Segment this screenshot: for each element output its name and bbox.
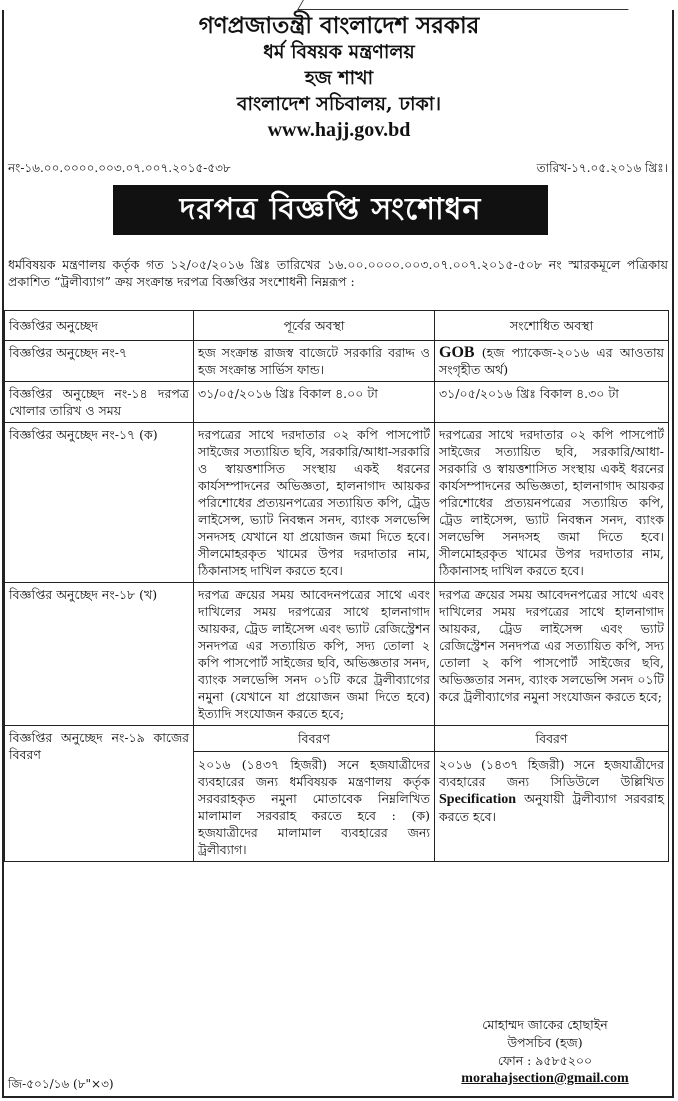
ad-code: জি-৫০১/১৬ (৮"×৩) bbox=[8, 1077, 114, 1091]
website: www.hajj.gov.bd bbox=[267, 119, 411, 141]
row-before: ৩১/০৫/২০১৬ খ্রিঃ বিকাল ৪.০০ টা bbox=[194, 382, 435, 423]
ministry-name: ধর্ম বিষয়ক মন্ত্রণালয় bbox=[263, 41, 415, 63]
gob-text: GOB bbox=[439, 344, 475, 361]
signatory-name: মোহাম্মদ জাকের হোছাইন bbox=[482, 1017, 608, 1032]
column-header-paragraph: বিজ্ঞপ্তির অনুচ্ছেদ bbox=[5, 311, 194, 341]
amendment-table bbox=[4, 310, 669, 862]
row-after: ৩১/০৫/২০১৬ খ্রিঃ বিকাল ৪.৩০ টা bbox=[435, 382, 669, 423]
signature-block bbox=[420, 1016, 670, 1088]
row-after-text: (হজ প্যাকেজ-২০১৬ এর আওতায় সংগৃহীত অর্থ) bbox=[439, 345, 664, 377]
after-description-pre: ২০১৬ (১৪৩৭ হিজরী) সনে হজযাত্রীদের ব্যবহারের জন্য সিডিউলে উল্লিখিত bbox=[439, 757, 664, 789]
office-address: বাংলাদেশ সচিবালয়, ঢাকা। bbox=[236, 93, 442, 115]
row-paragraph: বিজ্ঞপ্তির অনুচ্ছেদ নং-৭ bbox=[5, 341, 194, 382]
row-after: দরপত্র ক্রয়ের সময় আবেদনপত্রের সাথে এবং দাখিলের সময় দরপত্রের সাথে হালনাগাদ আয়কর, ট্রেড লাইসেন্স এবং ভ্যাট রেজিস্ট্রেশন সনদপত্র এর সত্যায়িত কপি, সদ্য তোলা ২ কপি পাসপোর্ট সাইজের ছবি, অভিজ্ঞতার সনদ, ব্যাংক সলভেন্সি সনদ ০১টি করে ট্রলীব্যাগের নমুনা সংযোজন করতে হবে; bbox=[435, 583, 669, 726]
row-after: দরপত্রের সাথে দরদাতার ০২ কপি পাসপোর্ট সাইজের সত্যায়িত ছবি, সরকারি/আধা-সরকারি ও স্বায়ত্তশাসিত সংস্থায় একই ধরনের কার্যসম্পাদনের অভিজ্ঞতা, হালনাগাদ আয়কর পরিশোধের প্রত্যয়নপত্রের সত্যায়িত কপি, ট্রেড লাইসেন্স, ভ্যাট নিবন্ধন সনদ, ব্যাংক সলভেন্সি সনদসহ জমা দিতে হবে। সীলমোহরকৃত খামের উপর দরদাতার নাম, ঠিকানাসহ দাখিল করতে হবে। bbox=[435, 423, 669, 583]
after-description-post: অনুযায়ী ট্রলীব্যাগ সরবরাহ করতে হবে। bbox=[439, 791, 664, 824]
signatory-email: morahajsection@gmail.com bbox=[461, 1071, 629, 1086]
table-row bbox=[5, 341, 669, 382]
row-paragraph: বিজ্ঞপ্তির অনুচ্ছেদ নং-১৭ (ক) bbox=[5, 423, 194, 583]
table-row bbox=[5, 726, 669, 862]
intro-paragraph: ধর্মবিষয়ক মন্ত্রণালয় কর্তৃক গত ১২/০৫/২০১৬ খ্রিঃ তারিখের ১৬.০০.০০০০.০০৩.০৭.০০৭.২০১৫-৫০৮ নং স্মারকমূলে পত্রিকায় প্রকাশিত “ট্রলীব্যাগ” ক্রয় সংক্রান্ত দরপত্র বিজ্ঞপ্তির সংশোধনী নিম্নরূপ : bbox=[8, 257, 668, 289]
table-row bbox=[5, 423, 669, 583]
row-before: হজ সংক্রান্ত রাজস্ব বাজেটে সরকারি বরাদ্দ ও হজ সংক্রান্ত সার্ভিস ফান্ড। bbox=[194, 341, 435, 382]
after-description bbox=[439, 756, 664, 825]
letterhead bbox=[0, 12, 678, 140]
before-subheading: বিবরণ bbox=[194, 726, 434, 752]
row-paragraph: বিজ্ঞপ্তির অনুচ্ছেদ নং-১৯ কাজের বিবরণ bbox=[5, 726, 194, 862]
row-before: দরপত্রের সাথে দরদাতার ০২ কপি পাসপোর্ট সাইজের সত্যায়িত ছবি, সরকারি/আধা-সরকারি ও স্বায়ত্তশাসিত সংস্থায় একই ধরনের কার্যসম্পাদনের অভিজ্ঞতা, হালনাগাদ আয়কর পরিশোধের প্রত্যয়নপত্রের সত্যায়িত কপি, ট্রেড লাইসেন্স, ভ্যাট নিবন্ধন সনদ, ব্যাংক সলভেন্সি সনদসহ যেখানে যা প্রয়োজন জমা দিতে হবে। সীলমোহরকৃত খামের উপর দরদাতার নাম, ঠিকানাসহ দাখিল করতে হবে। bbox=[194, 423, 435, 583]
row-before bbox=[194, 726, 435, 862]
table-row bbox=[5, 583, 669, 726]
row-after bbox=[435, 726, 669, 862]
column-header-before: পূর্বের অবস্থা bbox=[194, 311, 435, 341]
table-row bbox=[5, 382, 669, 423]
notice-title: দরপত্র বিজ্ঞপ্তি সংশোধন bbox=[113, 185, 548, 235]
specification-text: Specification bbox=[439, 792, 516, 807]
memo-date: তারিখ-১৭.০৫.২০১৬ খ্রিঃ। bbox=[536, 161, 668, 175]
table-header-row bbox=[5, 311, 669, 341]
column-header-after: সংশোধিত অবস্থা bbox=[435, 311, 669, 341]
after-subheading: বিবরণ bbox=[435, 726, 668, 752]
section-name: হজ শাখা bbox=[304, 67, 374, 89]
before-description: ২০১৬ (১৪৩৭ হিজরী) সনে হজযাত্রীদের ব্যবহারের জন্য ধর্মবিষয়ক মন্ত্রণালয় কর্তৃক সরবরাহকৃত নমুনা মোতাবেক নিম্নলিখিত মালামাল সরবরাহ করতে হবে : (ক) হজযাত্রীদের মালামাল ব্যবহারের জন্য ট্রলীব্যাগ। bbox=[198, 757, 430, 857]
signatory-phone: ফোন : ৯৫৮৫২০০ bbox=[497, 1053, 593, 1068]
row-paragraph: বিজ্ঞপ্তির অনুচ্ছেদ নং-১৪ দরপত্র খোলার তারিখ ও সময় bbox=[5, 382, 194, 423]
memo-number: নং-১৬.০০.০০০০.০০৩.০৭.০০৭.২০১৫-৫৩৮ bbox=[8, 161, 231, 175]
row-after bbox=[435, 341, 669, 382]
page-top-edge bbox=[0, 0, 678, 10]
signatory-designation: উপসচিব (হজ) bbox=[507, 1035, 583, 1050]
row-paragraph: বিজ্ঞপ্তির অনুচ্ছেদ নং-১৮ (খ) bbox=[5, 583, 194, 726]
row-before: দরপত্র ক্রয়ের সময় আবেদনপত্রের সাথে এবং দাখিলের সময় দরপত্রের সাথে হালনাগাদ আয়কর, ট্রেড লাইসেন্স এবং ভ্যাট রেজিস্ট্রেশন সনদপত্র এর সত্যায়িত কপি, সদ্য তোলা ২ কপি পাসপোর্ট সাইজের ছবি, অভিজ্ঞতার সনদ, ব্যাংক সলভেন্সি সনদ ০১টি করে ট্রলীব্যাগের নমুনা (যেখানে যা প্রয়োজন জমা দিতে হবে) ইত্যাদি সংযোজন করতে হবে; bbox=[194, 583, 435, 726]
government-name: গণপ্রজাতন্ত্রী বাংলাদেশ সরকার bbox=[198, 12, 480, 39]
